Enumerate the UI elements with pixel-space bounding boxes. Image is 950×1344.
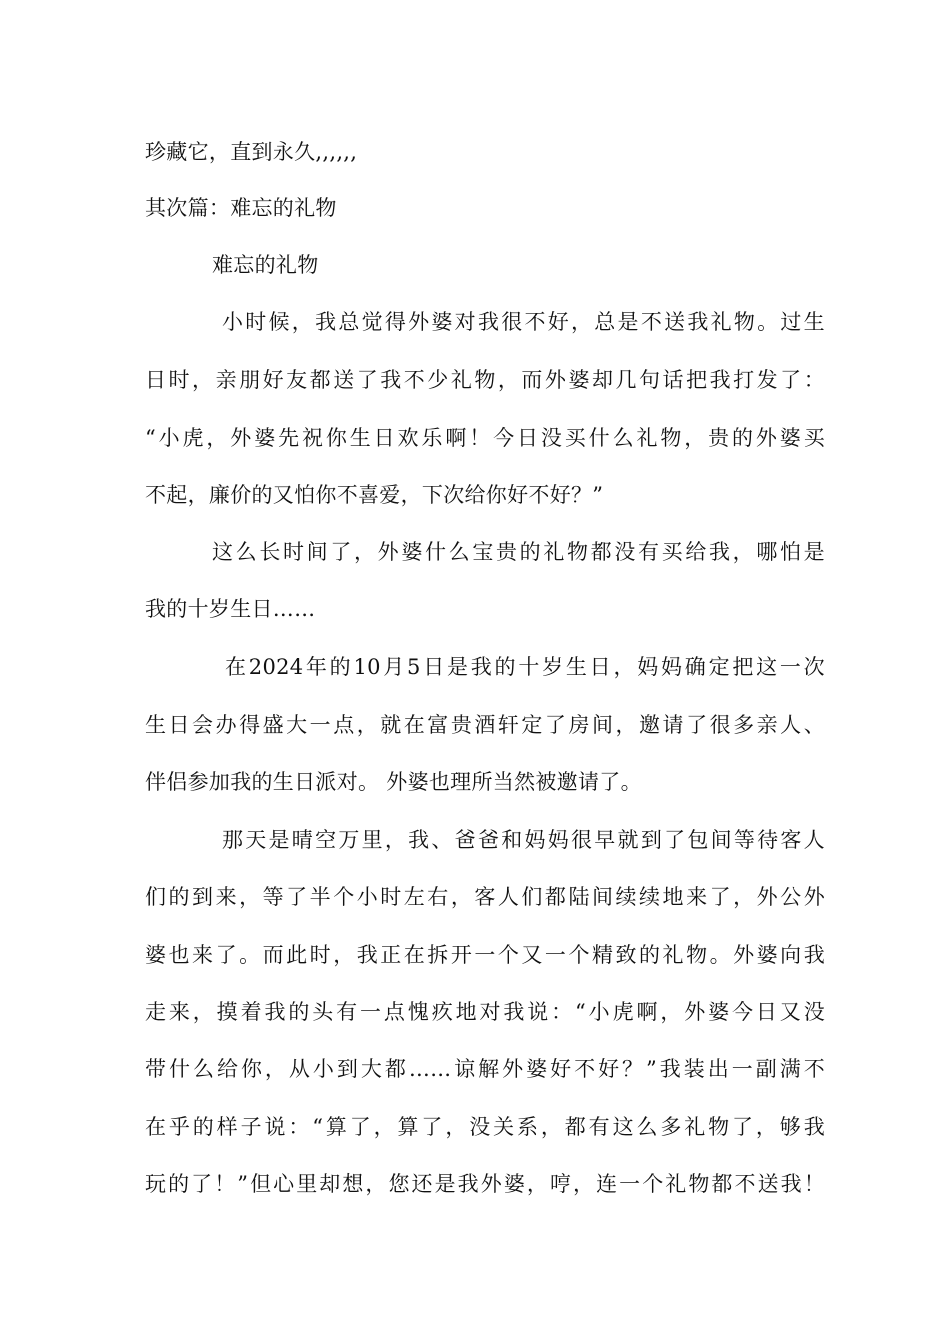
- paragraph-2-line-2: 我的十岁生日……: [145, 597, 316, 621]
- paragraph-3-line-3: 伴侣参加我的生日派对。 外婆也理所当然被邀请了。: [145, 770, 642, 794]
- section-heading: 其次篇：难忘的礼物: [145, 196, 337, 220]
- paragraph-3-line-1: 在2024年的10月5日是我的十岁生日，妈妈确定把这一次: [225, 655, 825, 679]
- paragraph-1-line-2: 日时，亲朋好友都送了我不少礼物，而外婆却几句话把我打发了：: [145, 368, 825, 392]
- continuation-line: 珍藏它，直到永久,,,,,,: [145, 140, 358, 164]
- paragraph-4-line-3: 婆也来了。而此时，我正在拆开一个又一个精致的礼物。外婆向我: [145, 943, 825, 967]
- paragraph-4-line-7: 玩的了！”但心里却想，您还是我外婆，哼，连一个礼物都不送我！: [145, 1172, 825, 1196]
- paragraph-1-line-1: 小时候，我总觉得外婆对我很不好，总是不送我礼物。过生: [222, 310, 825, 334]
- paragraph-3-line-2: 生日会办得盛大一点，就在富贵酒轩定了房间，邀请了很多亲人、: [145, 713, 825, 737]
- paragraph-4-line-5: 带什么给你，从小到大都……谅解外婆好不好？”我装出一副满不: [145, 1057, 825, 1081]
- paragraph-2-line-1: 这么长时间了，外婆什么宝贵的礼物都没有买给我，哪怕是: [212, 540, 825, 564]
- paragraph-4-line-6: 在乎的样子说：“算了，算了，没关系，都有这么多礼物了，够我: [145, 1115, 825, 1139]
- essay-title: 难忘的礼物: [212, 253, 319, 277]
- paragraph-1-line-3: “小虎，外婆先祝你生日欢乐啊！今日没买什么礼物，贵的外婆买: [145, 426, 825, 450]
- paragraph-4-line-1: 那天是晴空万里，我、爸爸和妈妈很早就到了包间等待客人: [222, 828, 825, 852]
- paragraph-4-line-4: 走来，摸着我的头有一点愧疚地对我说：“小虎啊，外婆今日又没: [145, 1000, 825, 1024]
- paragraph-4-line-2: 们的到来，等了半个小时左右，客人们都陆间续续地来了，外公外: [145, 885, 825, 909]
- paragraph-1-line-4: 不起，廉价的又怕你不喜爱，下次给你好不好？”: [145, 483, 604, 507]
